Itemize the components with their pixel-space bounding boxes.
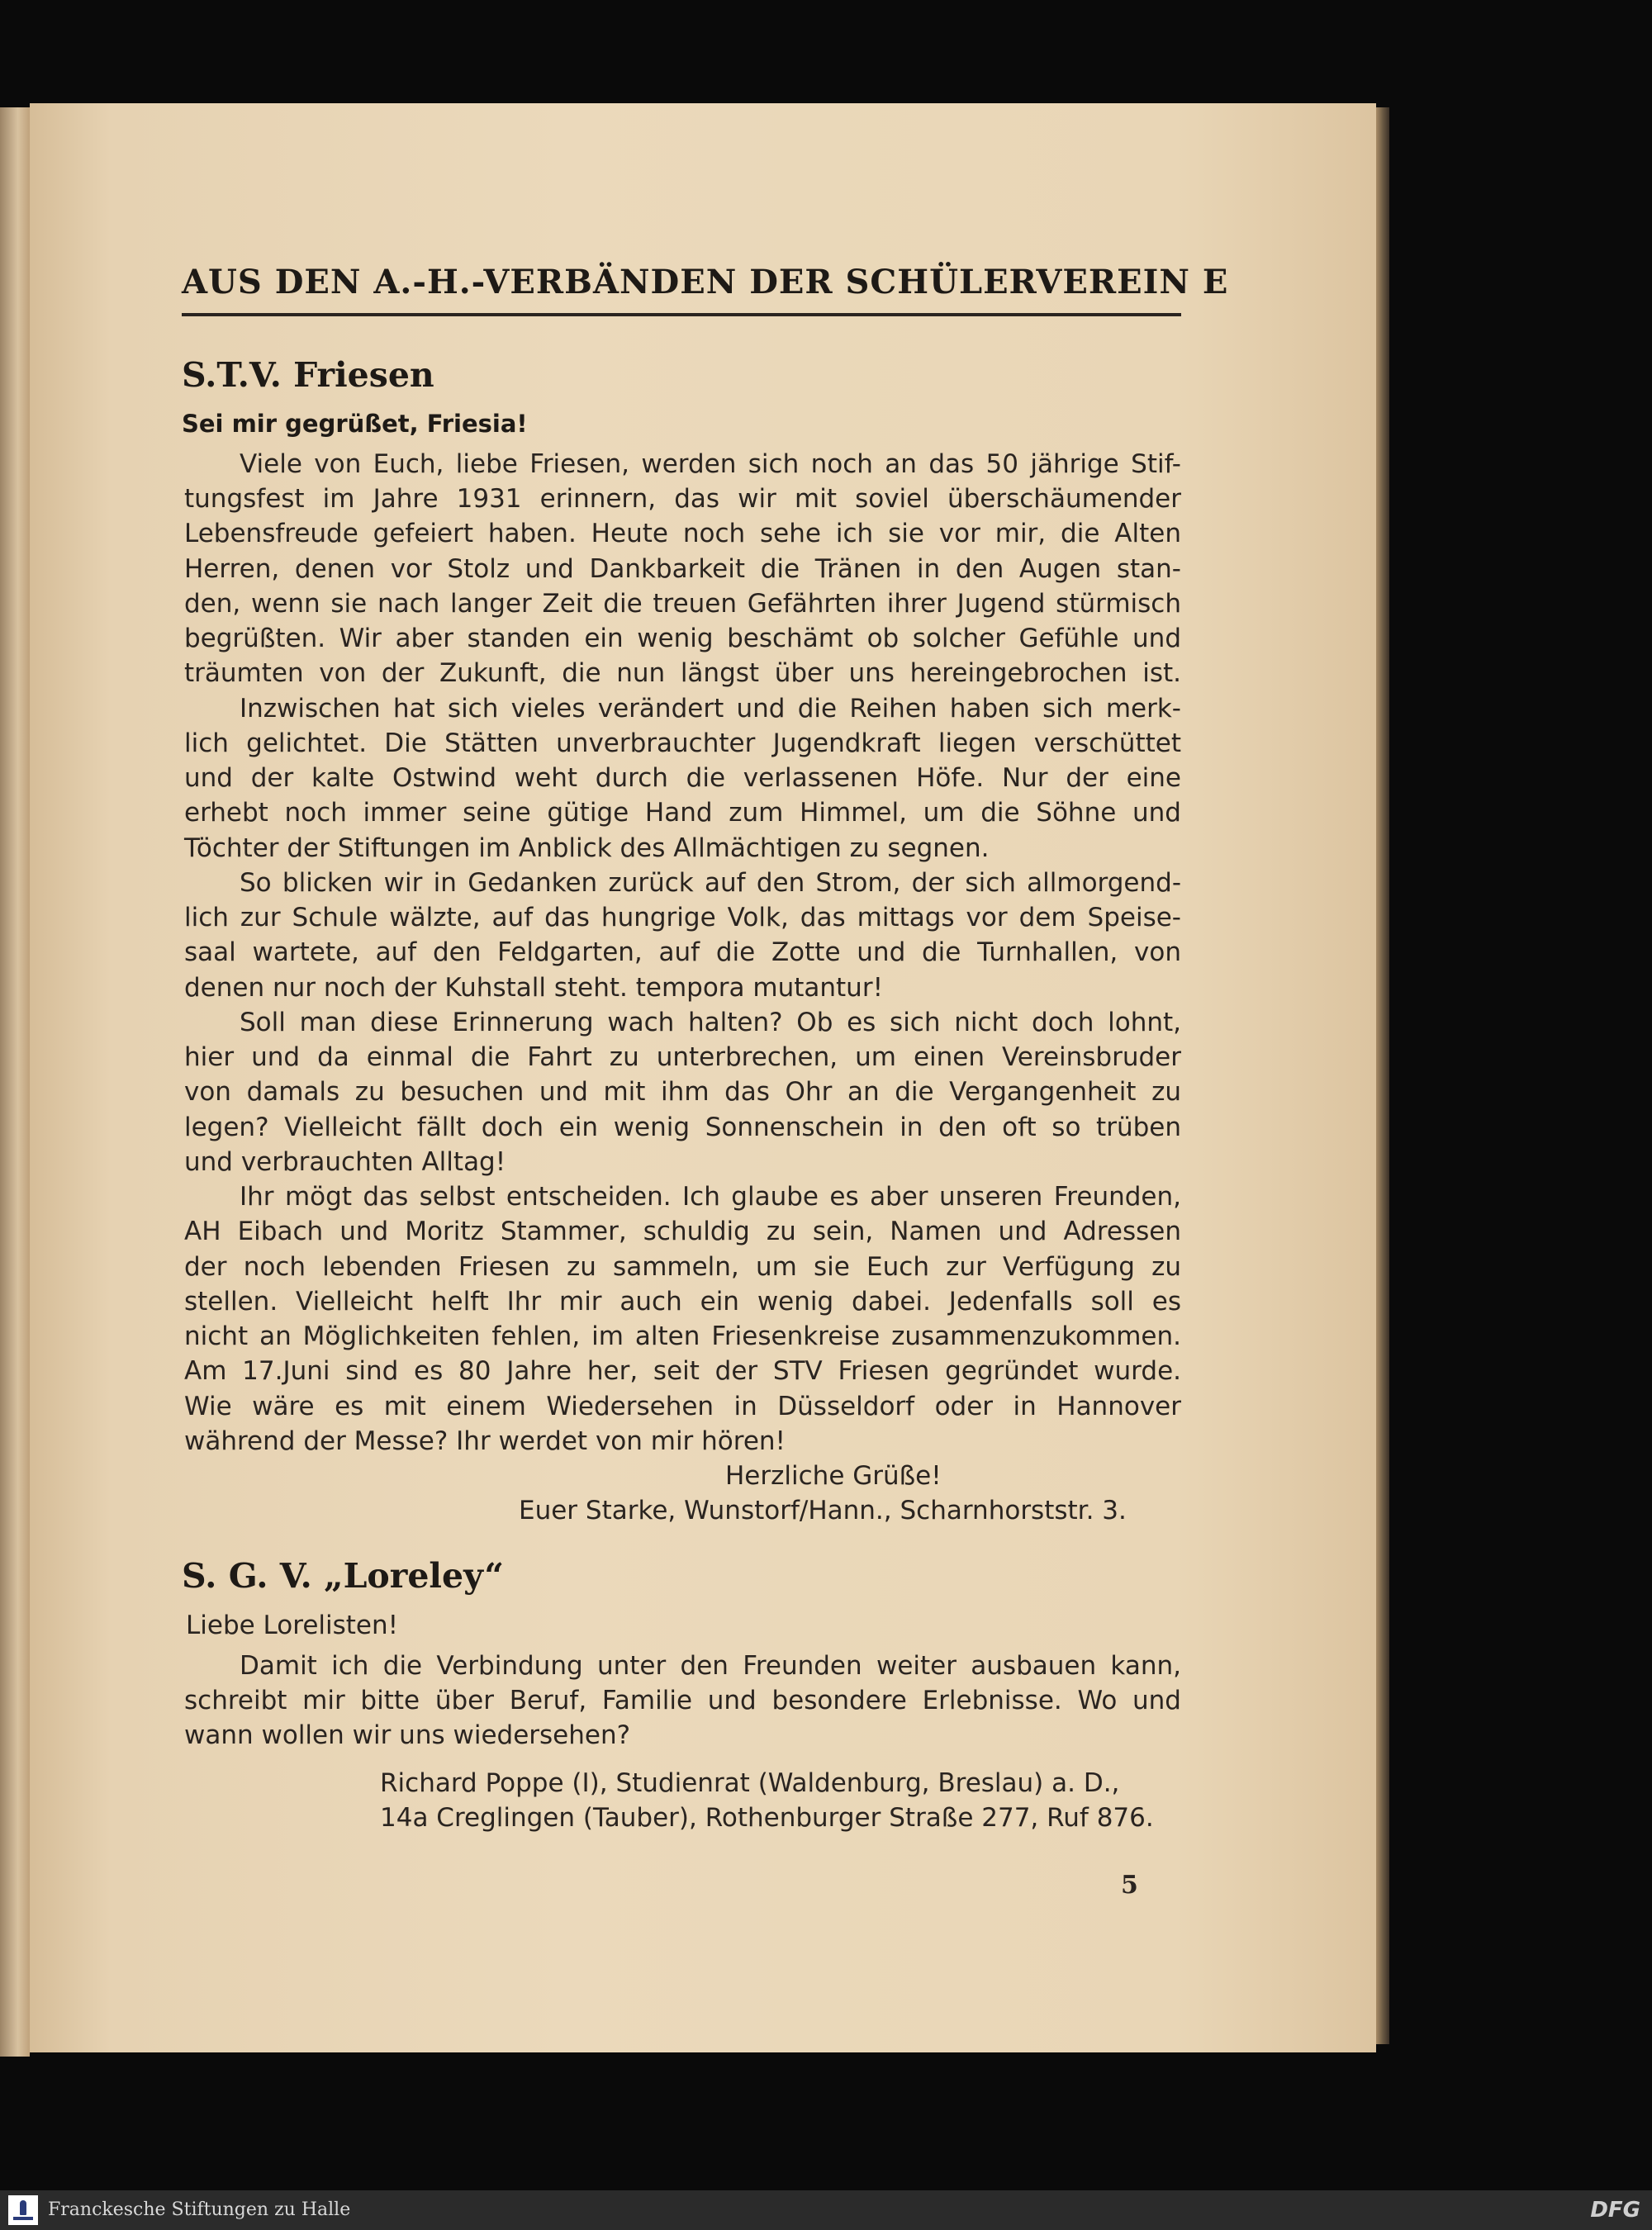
left-page-edge [0, 107, 30, 2057]
text-line: Ihr mögt das selbst entscheiden. Ich glaube es aber unseren Freunden, [240, 1182, 1181, 1212]
text-line: Am 17.Juni sind es 80 Jahre her, seit der STV Friesen gegründet wurde. [184, 1356, 1181, 1386]
text-line: denen nur noch der Kuhstall steht. tempora mutantur! [184, 973, 884, 1003]
viewer-footer [0, 2190, 1652, 2230]
section-subtitle-friesen: Sei mir gegrüßet, Friesia! [182, 410, 528, 438]
text-line: und verbrauchten Alltag! [184, 1147, 506, 1177]
text-line: den, wenn sie nach langer Zeit die treuen Gefährten ihrer Jugend stürmisch [184, 589, 1181, 619]
text-line: lich zur Schule wälzte, auf das hungrige Volk, das mittags vor dem Speise- [184, 903, 1181, 932]
text-line: während der Messe? Ihr werdet von mir hören! [184, 1426, 786, 1456]
text-line: stellen. Vielleicht helft Ihr mir auch ein wenig dabei. Jedenfalls soll es [184, 1287, 1181, 1317]
institution-name: Franckesche Stiftungen zu Halle [48, 2199, 351, 2220]
text-line: lich gelichtet. Die Stätten unverbrauchter Jugendkraft liegen verschüttet [184, 728, 1181, 758]
dfg-logo: DFG [1590, 2198, 1640, 2223]
text-line: Soll man diese Erinnerung wach halten? Ob es sich nicht doch lohnt, [240, 1008, 1181, 1037]
text-line: saal wartete, auf den Feldgarten, auf die Zotte und die Turnhallen, von [184, 937, 1181, 967]
section-title-friesen: S.T.V. Friesen [182, 355, 434, 395]
text-line: tungsfest im Jahre 1931 erinnern, das wir mit soviel überschäumender [184, 484, 1181, 514]
text-line: wann wollen wir uns wiedersehen? [184, 1720, 631, 1750]
text-line: erhebt noch immer seine gütige Hand zum Himmel, um die Söhne und [184, 798, 1181, 828]
text-line: AH Eibach und Moritz Stammer, schuldig zu sein, Namen und Adressen [184, 1217, 1181, 1246]
signature-loreley-line-2: 14a Creglingen (Tauber), Rothenburger Straße 277, Ruf 876. [380, 1803, 1154, 1833]
text-line: Herren, denen vor Stolz und Dankbarkeit die Tränen in den Augen stan- [184, 554, 1181, 584]
text-line: und der kalte Ostwind weht durch die verlassenen Höfe. Nur der eine [184, 763, 1181, 793]
text-line: Viele von Euch, liebe Friesen, werden sich noch an das 50 jährige Stif- [240, 449, 1181, 479]
page-edge-shadow [1376, 107, 1389, 2044]
greeting-loreley: Liebe Lorelisten! [186, 1611, 399, 1640]
text-line: der noch lebenden Friesen zu sammeln, um sie Euch zur Verfügung zu [184, 1252, 1181, 1282]
closing-greeting: Herzliche Grüße! [725, 1461, 942, 1491]
page-heading: AUS DEN A.-H.-VERBÄNDEN DER SCHÜLERVEREIN E [182, 263, 1229, 301]
text-line: legen? Vielleicht fällt doch ein wenig Sonnenschein in den oft so trüben [184, 1113, 1181, 1142]
page-number: 5 [1121, 1871, 1138, 1900]
text-line: nicht an Möglichkeiten fehlen, im alten Friesenkreise zusammenzukommen. [184, 1321, 1181, 1351]
heading-rule [182, 313, 1181, 316]
text-line: Damit ich die Verbindung unter den Freunden weiter ausbauen kann, [240, 1651, 1181, 1681]
text-line: träumten von der Zukunft, die nun längst über uns hereingebrochen ist. [184, 658, 1181, 688]
text-line: hier und da einmal die Fahrt zu unterbrechen, um einen Vereinsbruder [184, 1042, 1181, 1072]
institution-logo-icon [8, 2195, 38, 2225]
text-line: von damals zu besuchen und mit ihm das Ohr an die Vergangenheit zu [184, 1077, 1181, 1107]
text-line: Wie wäre es mit einem Wiedersehen in Düsseldorf oder in Hannover [184, 1392, 1181, 1421]
section-title-loreley: S. G. V. „Loreley“ [182, 1556, 505, 1596]
text-line: schreibt mir bitte über Beruf, Familie und besondere Erlebnisse. Wo und [184, 1686, 1181, 1715]
signature-friesen: Euer Starke, Wunstorf/Hann., Scharnhorststr. 3. [519, 1496, 1127, 1525]
text-line: Lebensfreude gefeiert haben. Heute noch sehe ich sie vor mir, die Alten [184, 519, 1181, 548]
text-line: So blicken wir in Gedanken zurück auf den Strom, der sich allmorgend- [240, 868, 1181, 898]
text-line: begrüßten. Wir aber standen ein wenig beschämt ob solcher Gefühle und [184, 624, 1181, 653]
signature-loreley-line-1: Richard Poppe (I), Studienrat (Waldenburg, Breslau) a. D., [380, 1768, 1120, 1798]
text-line: Inzwischen hat sich vieles verändert und die Reihen haben sich merk- [240, 694, 1181, 724]
text-line: Töchter der Stiftungen im Anblick des Allmächtigen zu segnen. [184, 833, 990, 863]
